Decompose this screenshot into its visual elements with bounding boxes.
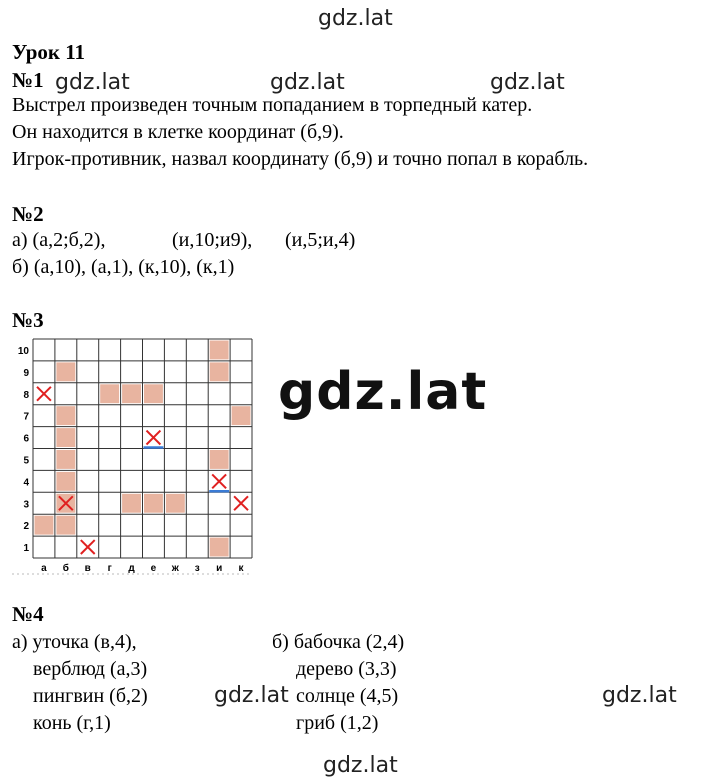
column-label: и (216, 563, 223, 574)
watermark: gdz.lat (278, 362, 488, 422)
task-2-a-part1: а) (а,2;б,2), (12, 229, 106, 251)
task-1-line: Выстрел произведен точным попаданием в торпедный катер. (12, 94, 533, 116)
ship-cell (56, 362, 75, 381)
row-label: 2 (23, 521, 29, 533)
ship-cell (122, 384, 141, 403)
ship-cell (56, 516, 75, 535)
column-label: е (150, 563, 157, 574)
task-2-b: б) (а,10), (а,1), (к,10), (к,1) (12, 256, 235, 278)
task-4-b-item: гриб (1,2) (296, 712, 379, 734)
task-2-a-part3: (и,5;и,4) (285, 229, 356, 251)
row-label: 10 (17, 345, 29, 357)
task-3-number: №3 (12, 308, 44, 332)
row-label: 7 (23, 411, 29, 423)
task-4-b-item: б) бабочка (2,4) (272, 631, 405, 653)
watermark: gdz.lat (214, 683, 289, 708)
column-label: в (84, 563, 91, 574)
ship-cell (210, 341, 229, 360)
row-label: 4 (23, 477, 29, 489)
row-label: 3 (23, 499, 29, 511)
row-label: 9 (23, 367, 29, 379)
column-label: ж (171, 563, 179, 574)
ship-cell (166, 494, 185, 513)
column-label: а (41, 563, 47, 574)
ship-cell (232, 406, 251, 425)
column-label: г (107, 563, 112, 574)
watermark: gdz.lat (55, 70, 130, 95)
watermark: gdz.lat (270, 70, 345, 95)
ship-cell (122, 494, 141, 513)
task-4-number: №4 (12, 602, 44, 626)
watermark: gdz.lat (602, 683, 677, 708)
watermark: gdz.lat (490, 70, 565, 95)
ship-cell (56, 428, 75, 447)
column-label: б (62, 563, 69, 574)
task-1-line: Он находится в клетке координат (б,9). (12, 121, 344, 143)
ship-cell (35, 516, 54, 535)
task-4-b-item: солнце (4,5) (296, 685, 399, 707)
row-label: 8 (23, 389, 29, 401)
task-1-line: Игрок-противник, назвал координату (б,9) и точно попал в корабль. (12, 148, 589, 170)
battleship-grid (10, 337, 255, 577)
task-4-b-item: дерево (3,3) (296, 658, 397, 680)
watermark: gdz.lat (323, 753, 398, 778)
task-1-number: №1 (12, 68, 44, 92)
ship-cell (210, 450, 229, 469)
ship-cell (210, 538, 229, 557)
column-label: з (194, 563, 200, 574)
task-2-a-part2: (и,10;и9), (172, 229, 253, 251)
ship-cell (210, 362, 229, 381)
ship-cell (144, 384, 163, 403)
ship-cell (56, 472, 75, 491)
task-4-a-item: конь (г,1) (33, 712, 111, 734)
task-4-a-item: пингвин (б,2) (33, 685, 148, 707)
ship-cell (144, 494, 163, 513)
row-label: 6 (23, 433, 29, 445)
column-label: д (128, 563, 135, 574)
column-label: к (238, 563, 244, 574)
ship-cell (56, 406, 75, 425)
task-4-a-item: а) уточка (в,4), (12, 631, 137, 653)
lesson-title: Урок 11 (12, 40, 86, 64)
ship-cell (100, 384, 119, 403)
row-label: 5 (23, 455, 29, 467)
ship-cell (56, 450, 75, 469)
row-label: 1 (23, 543, 29, 555)
watermark: gdz.lat (318, 6, 393, 31)
task-2-number: №2 (12, 202, 44, 226)
task-4-a-item: верблюд (а,3) (33, 658, 148, 680)
